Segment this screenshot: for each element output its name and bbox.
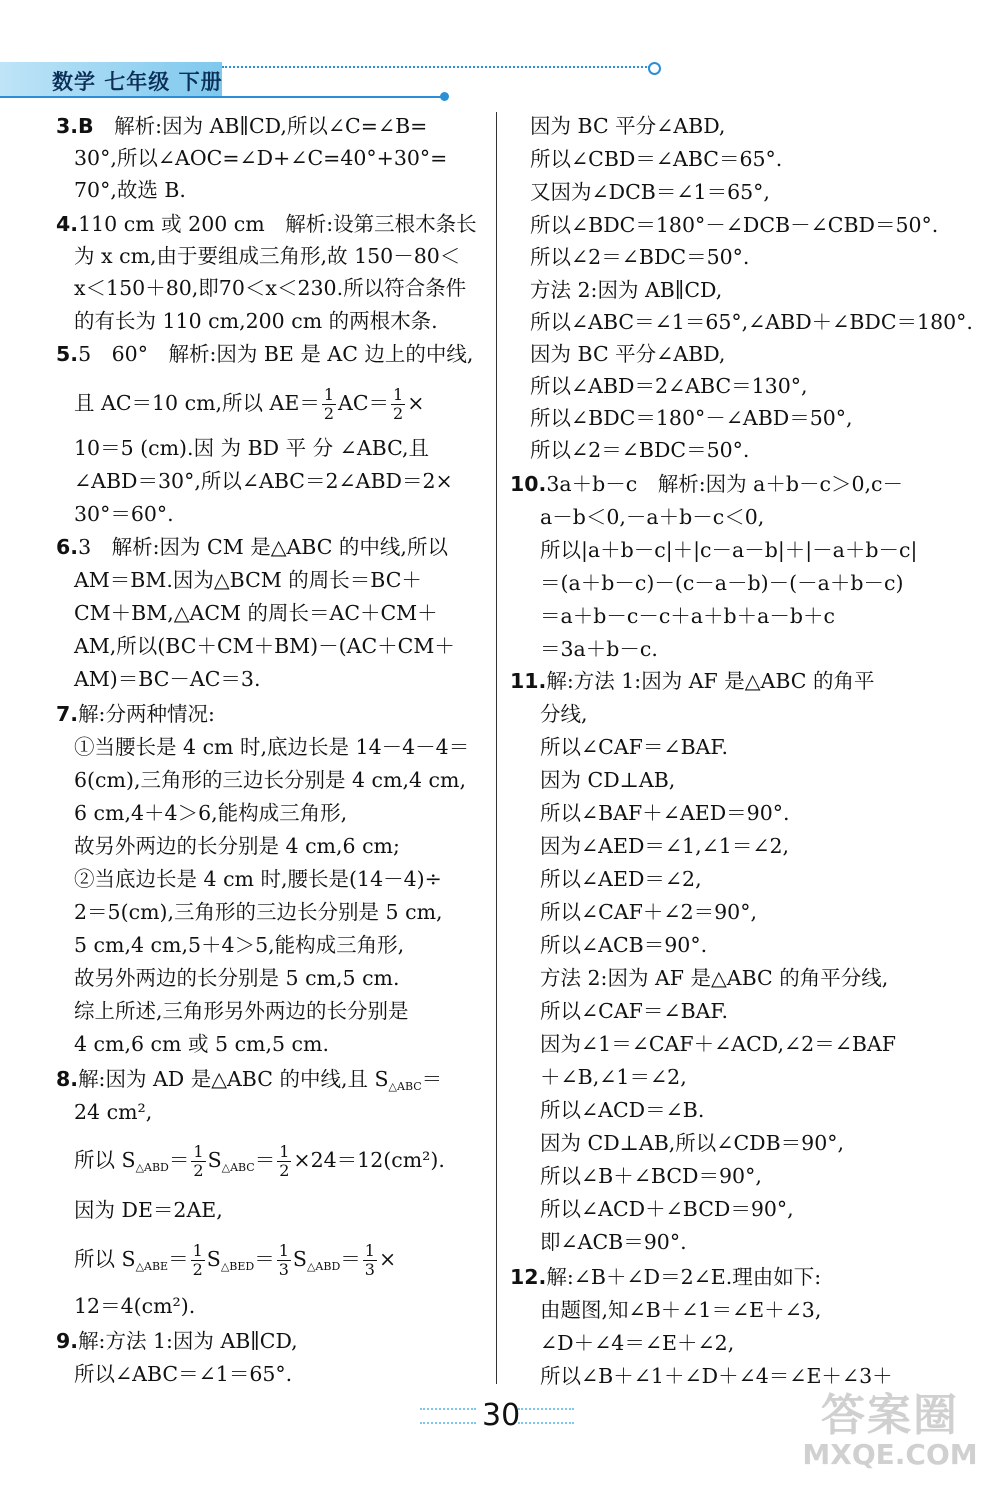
text-line: 所以∠ACD＋∠BCD＝90°, [540, 1197, 794, 1221]
text-line: 9.解:方法 1:因为 AB∥CD, [56, 1329, 298, 1353]
text-line: 由题图,知∠B＋∠1＝∠E＋∠3, [540, 1298, 822, 1322]
text-line: 所以∠ABC＝∠1＝65°. [74, 1362, 293, 1386]
text-line: 的有长为 110 cm,200 cm 的两根木条. [74, 309, 438, 333]
text-line: 所以∠AED＝∠2, [540, 867, 702, 891]
text-line: 所以∠B＋∠1＋∠D＋∠4＝∠E＋∠3＋ [540, 1364, 893, 1388]
text-line: 综上所述,三角形另外两边的长分别是 [74, 999, 409, 1023]
fraction: $\frac{1}{2}$ [323, 385, 335, 423]
text-line: ＝(a＋b－c)－(c－a－b)－(－a＋b－c) [540, 571, 904, 595]
text-line: 3.B 解析:因为 AB∥CD,所以∠C=∠B= [56, 114, 428, 138]
text-line: 70°,故选 B. [74, 178, 186, 202]
text-line: 方法 2:因为 AF 是△ABC 的角平分线, [540, 966, 889, 990]
text-line: 即∠ACB＝90°. [540, 1230, 687, 1254]
text-line: 所以∠BAF＋∠AED＝90°. [540, 801, 790, 825]
header-solid-rule [0, 96, 445, 98]
column-divider [496, 112, 497, 1384]
text-line: ①当腰长是 4 cm 时,底边长是 14－4－4＝ [74, 735, 470, 759]
text-line: 所以 $S_{\triangle ABE}=$ $\frac{1}{2}$ $S_{\triangle BED}=$ $\frac{1}{3}$ $S_{\triangle ABD}=$ $\frac{1}{3}$ × [74, 1241, 397, 1279]
text-line: 因为 CD⊥AB, [540, 768, 676, 792]
text-line: AM)＝BC－AC＝3. [74, 667, 261, 691]
text-line: 所以|a＋b－c|＋|c－a－b|＋|－a＋b－c| [540, 538, 918, 562]
text-line: 所以∠ABD＝2∠ABC＝130°, [530, 374, 808, 398]
text-line: 因为 BC 平分∠ABD, [530, 114, 726, 138]
text-line: 所以∠CAF＋∠2＝90°, [540, 900, 757, 924]
text-line: 7.解:分两种情况: [56, 702, 215, 726]
text-line: 6 cm,4＋4＞6,能构成三角形, [74, 801, 348, 825]
header-ring-ornament [648, 62, 661, 75]
fraction: $\frac{1}{3}$ [364, 1241, 375, 1279]
text-line: ＝3a＋b－c. [540, 637, 658, 661]
text-line: 因为 CD⊥AB,所以∠CDB＝90°, [540, 1131, 845, 1155]
text-line: 所以∠ACD＝∠B. [540, 1098, 705, 1122]
text-line: 又因为∠DCB＝∠1＝65°, [530, 180, 770, 204]
text-line: 因为 BC 平分∠ABD, [530, 342, 726, 366]
watermark-logo: 答案圈 MXQE.COM [802, 1390, 978, 1471]
text-line: 24 cm², [74, 1100, 153, 1124]
text-line: 所以∠CAF＝∠BAF. [540, 999, 728, 1023]
text-line: 所以∠CBD＝∠ABC＝65°. [530, 147, 783, 171]
text-line: 11.解:方法 1:因为 AF 是△ABC 的角平 [510, 669, 875, 693]
text-line: 因为∠AED＝∠1,∠1＝∠2, [540, 834, 790, 858]
text-line: 且 AC＝10 cm,所以 AE＝ $\frac{1}{2}$ AC＝ $\frac{1}{2}$ × [74, 385, 425, 423]
header-dotted-rule [222, 66, 650, 68]
text-line: 所以∠B＋∠BCD＝90°, [540, 1164, 762, 1188]
text-line: ∠ABD＝30°,所以∠ABC＝2∠ABD＝2× [74, 469, 453, 493]
text-line: 10＝5 (cm).因 为 BD 平 分 ∠ABC,且 [74, 436, 430, 460]
text-line: 故另外两边的长分别是 5 cm,5 cm. [74, 966, 400, 990]
text-line: 4.110 cm 或 200 cm 解析:设第三根木条长 [56, 212, 477, 236]
fraction: $\frac{1}{2}$ [192, 1241, 203, 1279]
text-line: 12＝4(cm²). [74, 1294, 196, 1318]
text-line: CM＋BM,△ACM 的周长＝AC＋CM＋ [74, 601, 438, 625]
fraction: $\frac{1}{3}$ [278, 1241, 289, 1279]
footer-ornament-left [420, 1408, 476, 1424]
text-line: x＜150＋80,即70＜x＜230.所以符合条件 [74, 276, 467, 300]
fraction: $\frac{1}{2}$ [279, 1142, 290, 1180]
text-line: 所以∠BDC＝180°－∠ABD＝50°, [530, 406, 853, 430]
text-line: 8.解:因为 AD 是△ABC 的中线,且 $S_{\triangle ABC}=$ [56, 1067, 443, 1093]
text-line: 5 cm,4 cm,5＋4＞5,能构成三角形, [74, 933, 405, 957]
page-number: 30 [482, 1398, 521, 1433]
text-line: 所以∠ACB＝90°. [540, 933, 708, 957]
text-line: AM＝BM.因为△BCM 的周长＝BC＋ [74, 568, 422, 592]
text-line: 所以∠2＝∠BDC＝50°. [530, 438, 750, 462]
text-line: 所以 $S_{\triangle ABD}=$ $\frac{1}{2}$ $S_{\triangle ABC}=$ $\frac{1}{2}$ ×24＝12(cm²). [74, 1142, 445, 1180]
text-line: ＋∠B,∠1＝∠2, [540, 1065, 687, 1089]
text-line: 2＝5(cm),三角形的三边长分别是 5 cm, [74, 900, 443, 924]
text-line: 10.3a＋b－c 解析:因为 a＋b－c＞0,c－ [510, 472, 903, 496]
text-line: 分线, [540, 702, 588, 726]
fraction: $\frac{1}{2}$ [193, 1142, 204, 1180]
text-line: 4 cm,6 cm 或 5 cm,5 cm. [74, 1032, 329, 1056]
header-title: 数学 七年级 下册 [52, 70, 223, 94]
text-line: 所以∠BDC＝180°－∠DCB－∠CBD＝50°. [530, 213, 939, 237]
text-line: 故另外两边的长分别是 4 cm,6 cm; [74, 834, 400, 858]
footer-ornament-right [518, 1408, 574, 1424]
text-line: 5.5 60° 解析:因为 BE 是 AC 边上的中线, [56, 342, 474, 366]
text-line: 为 x cm,由于要组成三角形,故 150－80＜ [74, 244, 461, 268]
text-line: ∠D＋∠4＝∠E＋∠2, [540, 1331, 735, 1355]
text-line: ②当底边长是 4 cm 时,腰长是(14－4)÷ [74, 867, 442, 891]
text-line: 因为 DE＝2AE, [74, 1198, 223, 1222]
text-line: 因为∠1＝∠CAF＋∠ACD,∠2＝∠BAF [540, 1032, 896, 1056]
text-line: 所以∠2＝∠BDC＝50°. [530, 245, 750, 269]
text-line: a－b＜0,－a＋b－c＜0, [540, 505, 765, 529]
text-line: 方法 2:因为 AB∥CD, [530, 278, 723, 302]
header-dot-ornament [440, 92, 449, 101]
text-line: 6.3 解析:因为 CM 是△ABC 的中线,所以 [56, 535, 448, 559]
text-line: 所以∠CAF＝∠BAF. [540, 735, 728, 759]
text-line: AM,所以(BC＋CM＋BM)－(AC＋CM＋ [74, 634, 455, 658]
fraction: $\frac{1}{2}$ [393, 385, 404, 423]
text-line: 12.解:∠B＋∠D＝2∠E.理由如下: [510, 1265, 822, 1289]
text-line: 30°＝60°. [74, 502, 174, 526]
text-line: 6(cm),三角形的三边长分别是 4 cm,4 cm, [74, 768, 466, 792]
text-line: 30°,所以∠AOC=∠D+∠C=40°+30°= [74, 146, 448, 170]
text-line: 所以∠ABC＝∠1＝65°,∠ABD＋∠BDC＝180°. [530, 310, 973, 334]
text-line: ＝a＋b－c－c＋a＋b＋a－b＋c [540, 604, 835, 628]
